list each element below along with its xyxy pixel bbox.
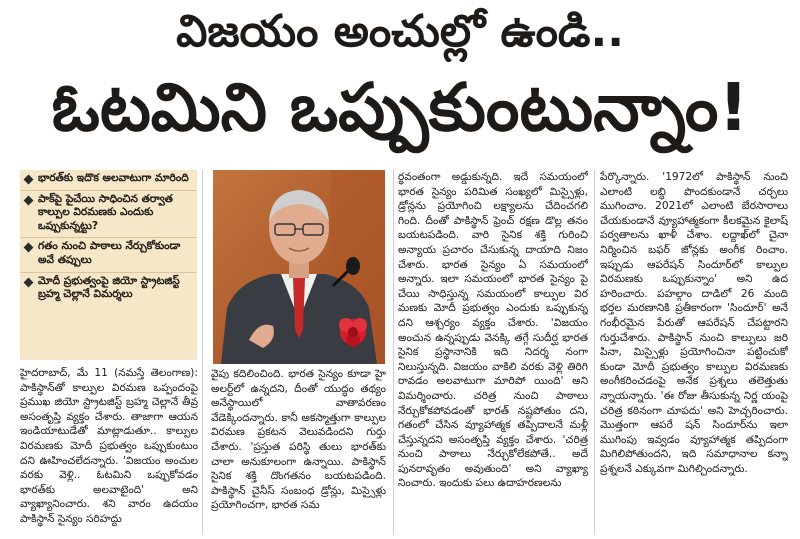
highlight-text: మోదీ ప్రభుత్వంపై జియో స్ట్రాటజిస్ట్ బ్రహ్మ చెల్లానే విమర్శలు xyxy=(38,274,180,301)
column-divider xyxy=(202,170,203,535)
highlight-text: భారత్‌కు ఇదొక అలవాటుగా మారింది xyxy=(38,172,189,184)
headline-line-2: ఓటమిని ఒప్పుకుంటున్నాం! xyxy=(51,69,749,146)
diamond-bullet-icon xyxy=(24,195,34,205)
diamond-bullet-icon xyxy=(24,243,34,253)
highlight-item xyxy=(20,273,197,306)
column-2-text: వైపు కదిలించింది. భారత సైన్యం కూడా హై అలర్ట్‌లో ఉన్నదని, దీంతో యుద్ధం తథ్యం అనేస్థాయిలో వాతావరణం వేడెక్కిందన్నారు. కానీ అకస్మాత్తుగా కాల్పుల విరమణ ప్రకటన వెలువడిందని గుర్తు చేశారు. 'ప్రస్తుత పరిస్థి తులు భారత్‌కు చాలా అనుకూలంగా ఉన్నాయి. పాకిస్థాన్ సైనిక శక్తి దొంగతనం బయటపడింది. పాకిస్థాన్ చైనీస్ సంబంధ డ్రోన్లు, మిస్సైళ్లు ప్రయోగించగా, భారత సమ xyxy=(211,368,386,512)
speaker-photo xyxy=(213,170,385,364)
column-divider xyxy=(594,170,595,535)
article-column-2 xyxy=(211,367,386,535)
highlight-item xyxy=(20,170,197,191)
article-column-3 xyxy=(398,170,588,536)
column-divider xyxy=(393,170,394,535)
column-1-text: హైదరాబాద్, మే 11 (నమస్తే తెలంగాణ): పాకిస్థాన్‌తో కాల్పుల విరమణ ఒప్పందంపై ప్రముఖ జియో స్ట్రాటజిస్ట్ బ్రహ్మ చెల్లానే తీవ్ర అసంతృప్తి వ్యక్తం చేశారు. తాజాగా ఆయన ఇండియాటుడేతో మాట్లాడుతూ.. కాల్పుల విరమణకు మోదీ ప్రభుత్వం ఒప్పుకుంటుం దని ఊహించలేదన్నారు. 'విజయం అంచుల వరకు వెళ్లి.. ఓటమిని ఒప్పుకోవడం భారత్‌కు అలవాటైంది' అని వ్యాఖ్యానించారు. శని వారం ఉదయం పాకిస్థాన్ సైన్యం సరిహద్దు xyxy=(20,367,198,525)
highlight-text: గతం నుంచి పాఠాలు నేర్చుకోకుండా అవే తప్పులు xyxy=(38,240,181,266)
highlight-text: పాక్‌పై పైచేయి సాధించిన తర్వాత కాల్పుల విరమణకు ఎందుకు ఒప్పుకున్నట్టు? xyxy=(38,192,173,232)
diamond-bullet-icon xyxy=(24,175,34,185)
speaker-photo-illustration xyxy=(213,170,385,364)
highlight-item xyxy=(20,238,197,272)
column-3-text: ర్థవంతంగా అడ్డుకున్నది. ఇదే సమయంలో భారత సైన్యం పరిమిత సంఖ్యలో మిస్సైళ్లు, డ్రోన్లను ప్రయోగించి లక్ష్యాలను చేదించగలి గింది. దీంతో పాకిస్థాన్ ఫ్రెంచ్ రక్షణ డొల్ల తనం బయటపడింది. వారి సైనిక శక్తి గురించి అన్యాయ ప్రచారం చేసుకున్న దాయాది నిజం చేశారు. భారత సైన్యం ఏ సమయంలో అన్నారు. ఇలా సమయంలో భారత సైన్యం పై చేయి సాధిస్తున్న సమయంలో కాల్పుల విర మణకు మోదీ ప్రభుత్వం ఎందుకు ఒప్పుకున్న దని ఆశ్చర్యం వ్యక్తం చేశారు. 'విజయం అంచున ఉన్నప్పుడు వెనక్కి తగ్గే సుదీర్ఘ భారత సైనిక ప్రస్థానానికి ఇది నిదర్శ నంగా నిలుస్తున్నది. విజయం వాకిలి వరకు వెళ్లి తిరిగి రావడం అలవాటుగా మారిపో యింది' అని విమర్శించారు. చరిత్ర నుంచి పాఠాలు నేర్చుకోకపోవడంతో భారత్ నష్టపోతుం దని, గతంలో చేసిన వ్యూహాత్మక తప్పిదాలనే మళ్లీ చేస్తున్నదని అసంతృప్తి వ్యక్తం చేశారు. 'చరిత్ర నుంచి పాఠాలు నేర్చుకోలేకపోతే.. అదే పునరావృతం అవుతుంది' అని వ్యాఖ్యా నించారు. ఇందుకు పలు ఉదాహరణలను xyxy=(398,171,588,490)
diamond-bullet-icon xyxy=(24,277,34,287)
article-column-1 xyxy=(20,366,198,536)
highlights-sidebar xyxy=(20,170,197,360)
column-4-text: పేర్కొన్నారు. '1972లో పాకిస్థాన్ నుంచి ఎలాంటి లబ్ధి పొందకుండానే చర్చలు ముగించాం. 2021లో ఎలాంటి బేరసారాలు చేయకుండానే వ్యూహాత్మకంగా కీలకమైన కైలాష్ పర్వతాలను ఖాళీ చేశాం. లద్దాఖ్‌లో చైనా నిర్మించిన బఫర్ జోన్లకు అంగీక రించాం. ఇప్పుడు ఆపరేషన్ సిందూర్‌లో కాల్పుల విరమణకు ఒప్పుకున్నాం' అని ఉద హరించారు. పహల్గాం దాడిలో 26 మంది భర్తల మరణానికి ప్రతీకారంగా 'సిందూర్' అనే గంభీరమైన పేరుతో ఆపరేషన్ చేపట్టారని గుర్తుచేశారు. పాకిస్థాన్ నుంచి కాల్పులు జరి పినా, మిస్సైళ్లు ప్రయోగించినా పట్టించుకో కుండా మోదీ ప్రభుత్వం కాల్పుల విరమణకు అంగీకరించడంపై అనేక ప్రశ్నలు తలెత్తుతు న్నాయన్నారు. 'ఈ రోజు తీసుకున్న నిర్ణ యంపై చరిత్ర కఠినంగా చూపదు' అని హెచ్చరించారు. మొత్తంగా ఆపరే షన్ సిందూర్‌ను ఇలా ముగింపు ఇవ్వడం వ్యూహాత్మక తప్పిదంగా మిగిలిపోతుందని, ఇది సమాధానాల కన్నా ప్రశ్నలనే ఎక్కువగా మిగిల్చిందన్నారు. xyxy=(600,171,788,475)
highlight-item xyxy=(20,191,197,239)
article-column-4 xyxy=(600,170,788,536)
headline-line-1: విజయం అంచుల్లో ఉండి.. xyxy=(176,6,624,57)
